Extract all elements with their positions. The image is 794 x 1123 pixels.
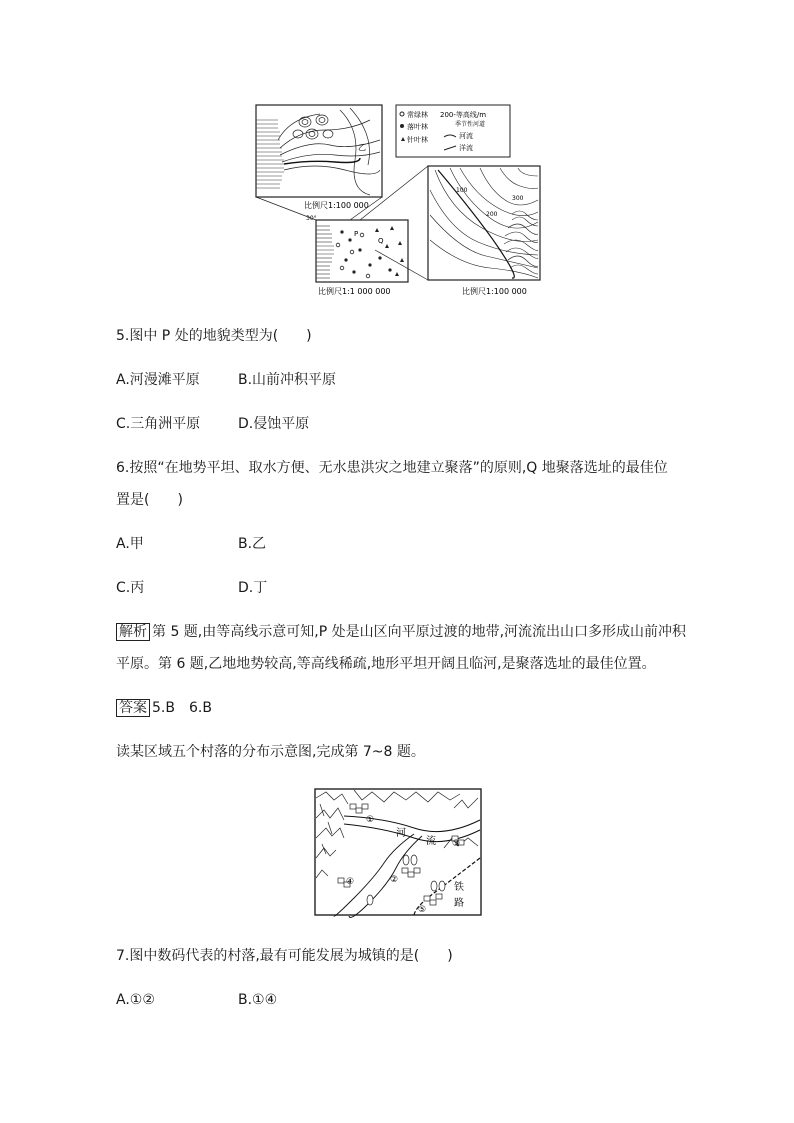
- contour-label-100: 100: [456, 187, 468, 194]
- village-1-label: ①: [366, 815, 375, 825]
- legend-contour: 200-等高线/m: [440, 111, 487, 119]
- analysis-tag: 解析: [116, 623, 150, 641]
- q6-option-c[interactable]: C.丙: [116, 580, 145, 596]
- medium-map: [306, 215, 408, 282]
- q6-option-d[interactable]: D.丁: [238, 580, 268, 596]
- large-map-right: [428, 166, 540, 280]
- river-label-2: 流: [426, 836, 436, 847]
- village-3-label: ③: [452, 839, 461, 849]
- q6-stem-line2: 置是( ): [116, 492, 183, 508]
- village-2-label: ②: [390, 875, 399, 885]
- answer-text: 5.B 6.B: [152, 700, 212, 716]
- legend-current: 洋流: [459, 144, 473, 152]
- scale-small: 比例尺1:100 000: [304, 201, 369, 210]
- label-p: P: [354, 230, 359, 238]
- village-4-label: ④: [346, 877, 355, 887]
- railway-label-1: 铁: [454, 882, 464, 893]
- q6-option-a[interactable]: A.甲: [116, 536, 144, 552]
- answer-line: [116, 698, 212, 718]
- analysis-text1: 第 5 题,由等高线示意可知,P 处是山区向平原过渡的地带,河流流出山口多形成山前冲积: [152, 624, 687, 640]
- contour-label-200: 200: [486, 211, 498, 218]
- figure-village-map: [314, 788, 482, 918]
- q7-stem: 7.图中数码代表的村落,最有可能发展为城镇的是( ): [116, 948, 453, 964]
- legend: [396, 105, 510, 157]
- q5-option-a[interactable]: A.河漫滩平原: [116, 372, 200, 388]
- scale-right: 比例尺1:100 000: [462, 287, 527, 296]
- analysis-line1: [116, 622, 686, 642]
- figure-contour-maps: [250, 100, 550, 300]
- q6-stem-line1: 6.按照“在地势平坦、取水方便、无水患洪灾之地建立聚落”的原则,Q 地聚落选址的最佳位: [116, 460, 668, 476]
- small-map-top: [256, 105, 382, 197]
- contour-label-300: 300: [512, 195, 524, 202]
- label-q: Q: [378, 237, 384, 245]
- q5-stem: 5.图中 P 处的地貌类型为( ): [116, 328, 312, 344]
- q5-option-c[interactable]: C.三角洲平原: [116, 416, 201, 432]
- intro-text: 读某区域五个村落的分布示意图,完成第 7~8 题。: [116, 744, 425, 760]
- label-yi: 乙: [358, 143, 366, 152]
- railway-label-2: 路: [454, 898, 464, 909]
- legend-evergreen: 常绿林: [407, 111, 428, 119]
- q5-option-d[interactable]: D.侵蚀平原: [238, 416, 310, 432]
- answer-tag: 答案: [116, 699, 150, 717]
- label-30deg: 30°: [306, 215, 317, 222]
- q6-option-b[interactable]: B.乙: [238, 536, 267, 552]
- q7-option-b[interactable]: B.①④: [238, 992, 278, 1008]
- legend-conifer: 针叶林: [407, 136, 428, 144]
- legend-seasonal-river: 季节性河道: [455, 121, 486, 128]
- q5-option-b[interactable]: B.山前冲积平原: [238, 372, 337, 388]
- q7-option-a[interactable]: A.①②: [116, 992, 155, 1008]
- legend-river: 河流: [459, 132, 473, 140]
- legend-deciduous: 落叶林: [407, 123, 428, 131]
- village-5-label: ⑤: [418, 905, 427, 915]
- analysis-line2: 平原。第 6 题,乙地地势较高,等高线稀疏,地形平坦开阔且临河,是聚落选址的最佳位置。: [116, 656, 656, 672]
- river-label-1: 河: [396, 828, 406, 839]
- scale-large: 比例尺1:1 000 000: [318, 287, 391, 296]
